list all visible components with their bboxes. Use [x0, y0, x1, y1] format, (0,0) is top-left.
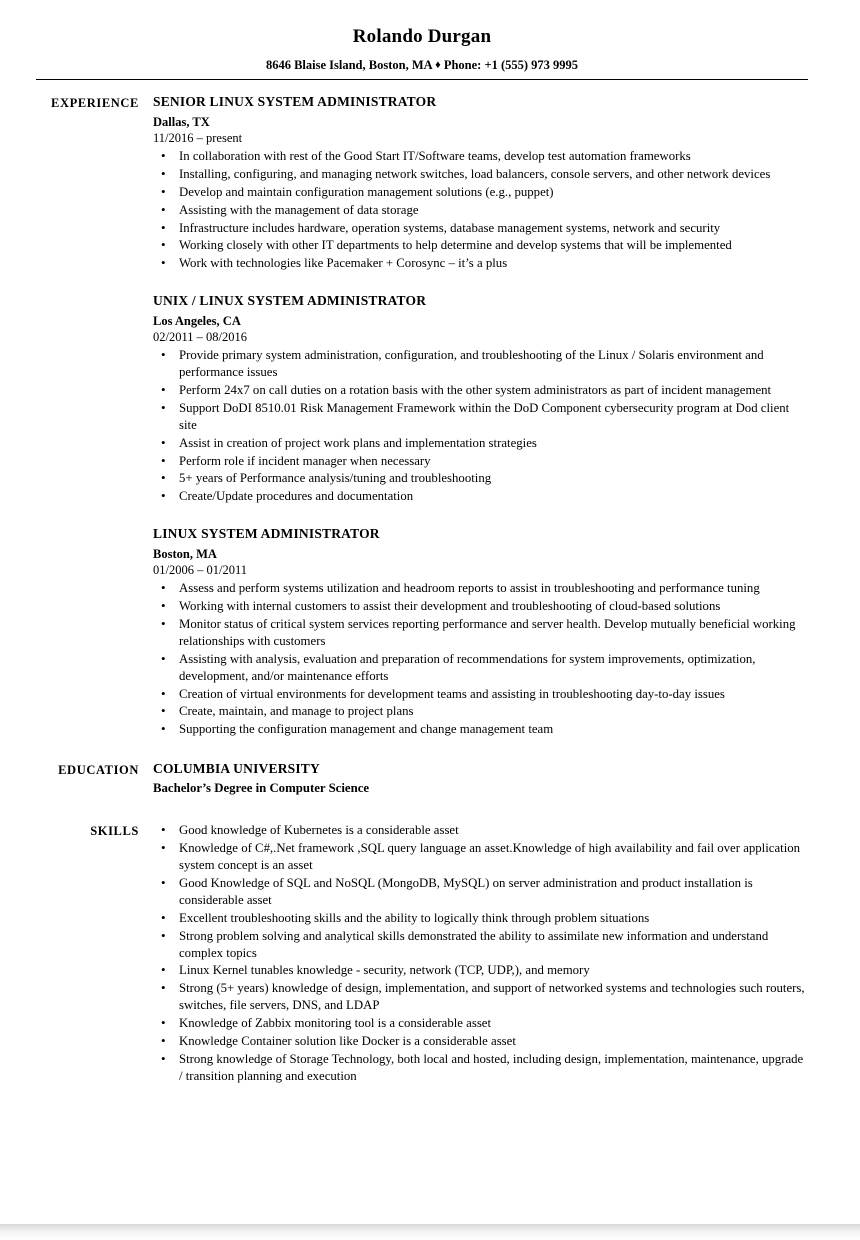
list-item: • Assist in creation of project work plans and implementation strategies — [153, 435, 808, 452]
list-item: • Installing, configuring, and managing network switches, load balancers, console servers, and other network devices — [153, 166, 808, 183]
job-location: Los Angeles, CA — [153, 314, 241, 329]
list-item: • In collaboration with rest of the Good Start IT/Software teams, develop test automation frameworks — [153, 148, 808, 165]
job-location: Dallas, TX — [153, 115, 210, 129]
list-item: • Infrastructure includes hardware, operation systems, database management systems, network and security — [153, 220, 808, 237]
section-experience — [36, 94, 808, 739]
list-item: • Working closely with other IT departments to help determine and develop systems that will be implemented — [153, 237, 808, 254]
list-item: • Strong knowledge of Storage Technology, both local and hosted, including design, implementation, maintenance, upgrade / transition planning and execution — [153, 1051, 808, 1085]
list-item: • Working with internal customers to assist their development and troubleshooting of cloud-based solutions — [153, 598, 808, 615]
list-item: • Provide primary system administration, configuration, and troubleshooting of the Linux / Solaris environment and performance issues — [153, 347, 808, 381]
list-item: • Develop and maintain configuration management solutions (e.g., puppet) — [153, 184, 808, 201]
job-bullets — [153, 580, 808, 738]
list-item: • Monitor status of critical system services reporting performance and server health. Develop mutually beneficial working relationships with customers — [153, 616, 808, 650]
experience-item — [153, 526, 808, 738]
education-school: COLUMBIA UNIVERSITY — [153, 761, 320, 777]
education-degree: Bachelor’s Degree in Computer Science — [153, 781, 370, 796]
list-item: • Good Knowledge of SQL and NoSQL (MongoDB, MySQL) on server administration and product installation is considerable asset — [153, 875, 808, 909]
list-item: • Create/Update procedures and documentation — [153, 488, 808, 505]
list-item: • Assisting with the management of data storage — [153, 202, 808, 219]
section-label-education: EDUCATION — [58, 763, 139, 778]
experience-item — [153, 94, 808, 272]
education-list — [151, 761, 808, 796]
skills-list — [151, 822, 808, 1085]
list-item: • Perform 24x7 on call duties on a rotation basis with the other system administrators as part of incident management — [153, 382, 808, 399]
list-item: • Supporting the configuration management and change management team — [153, 721, 808, 738]
job-dates: 11/2016 – present — [153, 131, 243, 145]
job-title: SENIOR LINUX SYSTEM ADMINISTRATOR — [153, 94, 437, 109]
list-item: • Strong problem solving and analytical skills demonstrated the ability to assimilate new information and understand complex topics — [153, 928, 808, 962]
job-dates: 01/2006 – 01/2011 — [153, 563, 247, 578]
diamond-icon: ♦ — [435, 59, 441, 71]
experience-item — [153, 293, 808, 505]
list-item: • Knowledge of Zabbix monitoring tool is a considerable asset — [153, 1015, 808, 1032]
contact-line — [36, 58, 808, 73]
list-item: • Good knowledge of Kubernetes is a considerable asset — [153, 822, 808, 839]
job-bullets — [153, 148, 808, 272]
section-skills — [36, 822, 808, 1085]
job-dates: 02/2011 – 08/2016 — [153, 330, 247, 345]
list-item: • Knowledge of C#,.Net framework ,SQL query language an asset.Knowledge of high availability and fail over application system concept is an asset — [153, 840, 808, 874]
contact-phone: Phone: +1 (555) 973 9995 — [443, 58, 579, 72]
job-title: UNIX / LINUX SYSTEM ADMINISTRATOR — [153, 293, 427, 309]
section-label-skills: SKILLS — [90, 824, 139, 839]
header-divider — [36, 79, 808, 80]
contact-address: 8646 Blaise Island, Boston, MA — [265, 58, 432, 72]
page-bottom-shadow — [0, 1224, 860, 1240]
list-item: • Creation of virtual environments for development teams and assisting in troubleshooting day-to-day issues — [153, 686, 808, 703]
list-item: • Linux Kernel tunables knowledge - security, network (TCP, UDP,), and memory — [153, 962, 808, 979]
section-education — [36, 761, 808, 796]
list-item: • Work with technologies like Pacemaker + Corosync – it’s a plus — [153, 255, 808, 272]
page-title: Rolando Durgan — [352, 26, 492, 47]
list-item: • Perform role if incident manager when necessary — [153, 453, 808, 470]
job-bullets — [153, 347, 808, 505]
list-item: • Assess and perform systems utilization and headroom reports to assist in troubleshooting and performance tuning — [153, 580, 808, 597]
job-location: Boston, MA — [153, 547, 217, 562]
list-item: • Knowledge Container solution like Docker is a considerable asset — [153, 1033, 808, 1050]
list-item: • Strong (5+ years) knowledge of design, implementation, and support of networked systems and technologies such routers, switches, file servers, DNS, and LDAP — [153, 980, 808, 1014]
list-item: • 5+ years of Performance analysis/tuning and troubleshooting — [153, 470, 808, 487]
experience-list — [151, 94, 808, 739]
list-item: • Support DoDI 8510.01 Risk Management Framework within the DoD Component cybersecurity program at Dod client site — [153, 400, 808, 434]
list-item: • Excellent troubleshooting skills and the ability to logically think through problem situations — [153, 910, 808, 927]
skill-bullets — [153, 822, 808, 1084]
list-item: • Assisting with analysis, evaluation and preparation of recommendations for system improvements, optimization, development, and/or maintenance efforts — [153, 651, 808, 685]
job-title: LINUX SYSTEM ADMINISTRATOR — [153, 526, 380, 542]
section-label-experience: EXPERIENCE — [51, 96, 139, 110]
list-item: • Create, maintain, and manage to project plans — [153, 703, 808, 720]
